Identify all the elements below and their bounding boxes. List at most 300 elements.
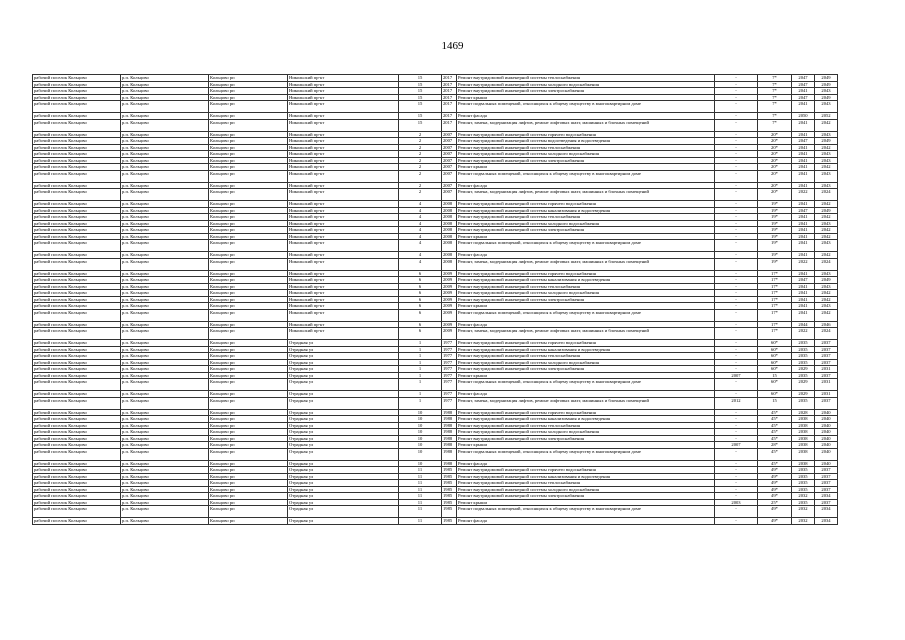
cell-work-type: Ремонт внутридомовой инженерной системы канализования и водоотведения (457, 277, 715, 284)
cell-locality: Кольцово рп (209, 518, 288, 525)
cell-house: 15 (399, 113, 442, 120)
cell-plan-to: 2040 (815, 448, 838, 460)
cell-last-repair-year: - (715, 480, 758, 487)
table-body (33, 75, 838, 525)
cell-street: Никольский пр-кт (288, 214, 399, 221)
cell-house: 2 (399, 164, 442, 171)
cell-wear-percent: 45* (758, 409, 792, 416)
cell-work-type: Ремонт внутридомовой инженерной системы электроснабжения (457, 296, 715, 303)
cell-house: 11 (399, 518, 442, 525)
cell-plan-from: 2038 (792, 460, 815, 467)
cell-plan-to: 2049 (815, 277, 838, 284)
cell-plan-to: 2037 (815, 397, 838, 409)
cell-wear-percent: 60* (758, 391, 792, 398)
cell-work-type: Ремонт внутридомовой инженерной системы электроснабжения (457, 157, 715, 164)
cell-settlement: рабочий поселок Кольцово (33, 499, 121, 506)
cell-locality: Кольцово рп (209, 448, 288, 460)
cell-settlement: рабочий поселок Кольцово (33, 170, 121, 182)
cell-wear-percent: 60* (758, 359, 792, 366)
cell-year-built: 2009 (442, 277, 457, 284)
cell-work-type: Ремонт фасада (457, 113, 715, 120)
cell-work-type: Ремонт, замена, модернизация лифтов, ремонт лифтовых шахт, машинных и блочных помещений (457, 397, 715, 409)
cell-plan-from: 2041 (792, 88, 815, 95)
cell-year-built: 2017 (442, 88, 457, 95)
cell-locality: Кольцово рп (209, 88, 288, 95)
cell-work-type: Ремонт подвальных помещений, относящихся к общему имуществу в многоквартирном доме (457, 506, 715, 518)
cell-locality: Кольцово рп (209, 429, 288, 436)
cell-last-repair-year: - (715, 409, 758, 416)
cell-year-built: 2009 (442, 270, 457, 277)
cell-house: 1 (399, 359, 442, 366)
cell-settlement: рабочий поселок Кольцово (33, 409, 121, 416)
cell-year-built: 2008 (442, 227, 457, 234)
cell-year-built: 1985 (442, 480, 457, 487)
cell-settlement: рабочий поселок Кольцово (33, 460, 121, 467)
cell-year-built: 2009 (442, 290, 457, 297)
cell-year-built: 1977 (442, 379, 457, 391)
cell-plan-from: 2047 (792, 138, 815, 145)
cell-plan-to: 2042 (815, 164, 838, 171)
cell-district: р.п. Кольцово (121, 144, 209, 151)
cell-work-type: Ремонт подвальных помещений, относящихся к общему имуществу в многоквартирном доме (457, 379, 715, 391)
cell-plan-to: 2052 (815, 113, 838, 120)
cell-street: Отрадная ул (288, 480, 399, 487)
cell-locality: Кольцово рп (209, 119, 288, 131)
cell-house: 4 (399, 201, 442, 208)
cell-plan-from: 2032 (792, 493, 815, 500)
cell-settlement: рабочий поселок Кольцово (33, 372, 121, 379)
cell-street: Отрадная ул (288, 448, 399, 460)
cell-last-repair-year: - (715, 366, 758, 373)
cell-last-repair-year: - (715, 214, 758, 221)
cell-last-repair-year: - (715, 467, 758, 474)
cell-locality: Кольцово рп (209, 75, 288, 82)
cell-last-repair-year: - (715, 189, 758, 201)
cell-district: р.п. Кольцово (121, 372, 209, 379)
cell-plan-to: 2040 (815, 429, 838, 436)
cell-settlement: рабочий поселок Кольцово (33, 391, 121, 398)
cell-house: 1 (399, 366, 442, 373)
cell-street: Никольский пр-кт (288, 220, 399, 227)
cell-work-type: Ремонт крыши (457, 442, 715, 449)
cell-last-repair-year: - (715, 113, 758, 120)
cell-street: Никольский пр-кт (288, 283, 399, 290)
cell-last-repair-year: - (715, 207, 758, 214)
cell-plan-from: 2041 (792, 270, 815, 277)
cell-street: Отрадная ул (288, 397, 399, 409)
cell-street: Никольский пр-кт (288, 138, 399, 145)
cell-street: Никольский пр-кт (288, 303, 399, 310)
cell-last-repair-year: - (715, 252, 758, 259)
cell-house: 15 (399, 94, 442, 101)
cell-work-type: Ремонт фасада (457, 518, 715, 525)
cell-plan-from: 2038 (792, 435, 815, 442)
cell-settlement: рабочий поселок Кольцово (33, 88, 121, 95)
cell-last-repair-year: 2003 (715, 499, 758, 506)
cell-plan-to: 2049 (815, 81, 838, 88)
cell-plan-from: 2035 (792, 340, 815, 347)
cell-work-type: Ремонт подвальных помещений, относящихся к общему имуществу в многоквартирном доме (457, 240, 715, 252)
cell-work-type: Ремонт внутридомовой инженерной системы горячего водоснабжения (457, 270, 715, 277)
cell-wear-percent: 20* (758, 151, 792, 158)
cell-wear-percent: 60* (758, 366, 792, 373)
cell-district: р.п. Кольцово (121, 442, 209, 449)
cell-street: Отрадная ул (288, 429, 399, 436)
cell-locality: Кольцово рп (209, 416, 288, 423)
cell-street: Отрадная ул (288, 340, 399, 347)
cell-district: р.п. Кольцово (121, 201, 209, 208)
cell-wear-percent: 20* (758, 182, 792, 189)
cell-district: р.п. Кольцово (121, 170, 209, 182)
cell-locality: Кольцово рп (209, 442, 288, 449)
cell-plan-from: 2032 (792, 506, 815, 518)
cell-plan-to: 2043 (815, 88, 838, 95)
cell-work-type: Ремонт внутридомовой инженерной системы канализования и водоотведения (457, 416, 715, 423)
cell-plan-to: 2042 (815, 233, 838, 240)
cell-plan-from: 2047 (792, 94, 815, 101)
cell-year-built: 1985 (442, 499, 457, 506)
cell-plan-to: 2037 (815, 359, 838, 366)
cell-plan-from: 2041 (792, 164, 815, 171)
cell-wear-percent: 19* (758, 233, 792, 240)
cell-settlement: рабочий поселок Кольцово (33, 220, 121, 227)
cell-street: Никольский пр-кт (288, 309, 399, 321)
cell-plan-to: 2043 (815, 131, 838, 138)
cell-year-built: 2008 (442, 207, 457, 214)
cell-settlement: рабочий поселок Кольцово (33, 309, 121, 321)
cell-house: 11 (399, 480, 442, 487)
cell-plan-to: 2037 (815, 486, 838, 493)
cell-plan-from: 2041 (792, 170, 815, 182)
cell-settlement: рабочий поселок Кольцово (33, 214, 121, 221)
cell-work-type: Ремонт крыши (457, 303, 715, 310)
cell-plan-from: 2050 (792, 113, 815, 120)
cell-locality: Кольцово рп (209, 207, 288, 214)
cell-house: 1 (399, 346, 442, 353)
cell-locality: Кольцово рп (209, 270, 288, 277)
cell-street: Никольский пр-кт (288, 151, 399, 158)
cell-locality: Кольцово рп (209, 359, 288, 366)
cell-settlement: рабочий поселок Кольцово (33, 321, 121, 328)
cell-wear-percent: 49* (758, 506, 792, 518)
cell-last-repair-year: - (715, 138, 758, 145)
cell-wear-percent: 45* (758, 448, 792, 460)
cell-plan-to: 2037 (815, 353, 838, 360)
cell-wear-percent: 20* (758, 164, 792, 171)
cell-settlement: рабочий поселок Кольцово (33, 151, 121, 158)
cell-work-type: Ремонт крыши (457, 164, 715, 171)
cell-house: 11 (399, 467, 442, 474)
cell-plan-from: 2038 (792, 448, 815, 460)
cell-house: 15 (399, 88, 442, 95)
cell-house: 11 (399, 499, 442, 506)
cell-plan-to: 2031 (815, 379, 838, 391)
cell-house: 1 (399, 379, 442, 391)
cell-plan-from: 2035 (792, 467, 815, 474)
cell-settlement: рабочий поселок Кольцово (33, 467, 121, 474)
cell-street: Отрадная ул (288, 422, 399, 429)
cell-plan-from: 2047 (792, 207, 815, 214)
cell-wear-percent: 60* (758, 340, 792, 347)
cell-locality: Кольцово рп (209, 397, 288, 409)
cell-settlement: рабочий поселок Кольцово (33, 283, 121, 290)
cell-plan-to: 2040 (815, 442, 838, 449)
cell-plan-to: 2034 (815, 518, 838, 525)
cell-year-built: 1977 (442, 366, 457, 373)
cell-plan-to: 2043 (815, 182, 838, 189)
cell-plan-from: 2029 (792, 379, 815, 391)
cell-district: р.п. Кольцово (121, 480, 209, 487)
cell-wear-percent: 19* (758, 227, 792, 234)
cell-last-repair-year: - (715, 88, 758, 95)
cell-locality: Кольцово рп (209, 94, 288, 101)
cell-plan-to: 2049 (815, 138, 838, 145)
cell-wear-percent: 45* (758, 416, 792, 423)
cell-plan-to: 2049 (815, 207, 838, 214)
cell-year-built: 2008 (442, 240, 457, 252)
cell-street: Отрадная ул (288, 435, 399, 442)
cell-house: 2 (399, 182, 442, 189)
cell-house: 1 (399, 340, 442, 347)
cell-wear-percent: 20* (758, 189, 792, 201)
cell-plan-to: 2024 (815, 189, 838, 201)
cell-year-built: 1988 (442, 422, 457, 429)
cell-settlement: рабочий поселок Кольцово (33, 101, 121, 113)
cell-house: 11 (399, 506, 442, 518)
cell-work-type: Ремонт внутридомовой инженерной системы канализования и водоотведения (457, 346, 715, 353)
table-row (33, 170, 838, 182)
cell-house: 4 (399, 214, 442, 221)
cell-work-type: Ремонт внутридомовой инженерной системы канализования и водоотведения (457, 207, 715, 214)
cell-work-type: Ремонт внутридомовой инженерной системы электроснабжения (457, 435, 715, 442)
cell-plan-from: 2022 (792, 189, 815, 201)
cell-plan-to: 2037 (815, 467, 838, 474)
cell-district: р.п. Кольцово (121, 506, 209, 518)
cell-work-type: Ремонт внутридомовой инженерной системы горячего водоснабжения (457, 201, 715, 208)
cell-plan-to: 2024 (815, 328, 838, 340)
cell-work-type: Ремонт крыши (457, 499, 715, 506)
cell-work-type: Ремонт внутридомовой инженерной системы электроснабжения (457, 227, 715, 234)
cell-house: 15 (399, 75, 442, 82)
cell-wear-percent: 49* (758, 493, 792, 500)
cell-settlement: рабочий поселок Кольцово (33, 340, 121, 347)
cell-locality: Кольцово рп (209, 164, 288, 171)
cell-plan-to: 2042 (815, 252, 838, 259)
cell-wear-percent: 7* (758, 101, 792, 113)
cell-plan-from: 2038 (792, 429, 815, 436)
cell-last-repair-year: - (715, 379, 758, 391)
cell-year-built: 2017 (442, 81, 457, 88)
cell-last-repair-year: - (715, 493, 758, 500)
cell-plan-to: 2042 (815, 296, 838, 303)
cell-house: 1 (399, 372, 442, 379)
cell-year-built: 2009 (442, 321, 457, 328)
cell-settlement: рабочий поселок Кольцово (33, 379, 121, 391)
cell-district: р.п. Кольцово (121, 157, 209, 164)
cell-locality: Кольцово рп (209, 227, 288, 234)
cell-street: Никольский пр-кт (288, 170, 399, 182)
cell-last-repair-year: - (715, 119, 758, 131)
cell-district: р.п. Кольцово (121, 328, 209, 340)
cell-last-repair-year: - (715, 240, 758, 252)
cell-wear-percent: 45* (758, 435, 792, 442)
cell-wear-percent: 49* (758, 486, 792, 493)
cell-work-type: Ремонт подвальных помещений, относящихся к общему имуществу в многоквартирном доме (457, 170, 715, 182)
cell-work-type: Ремонт фасада (457, 321, 715, 328)
cell-house: 2 (399, 170, 442, 182)
cell-plan-from: 2044 (792, 321, 815, 328)
cell-work-type: Ремонт крыши (457, 233, 715, 240)
cell-locality: Кольцово рп (209, 486, 288, 493)
cell-plan-from: 2041 (792, 220, 815, 227)
cell-last-repair-year: 2012 (715, 397, 758, 409)
cell-locality: Кольцово рп (209, 346, 288, 353)
cell-work-type: Ремонт внутридомовой инженерной системы электроснабжения (457, 88, 715, 95)
cell-house: 4 (399, 258, 442, 270)
cell-house: 10 (399, 422, 442, 429)
cell-locality: Кольцово рп (209, 113, 288, 120)
cell-year-built: 1985 (442, 486, 457, 493)
cell-year-built: 2007 (442, 151, 457, 158)
cell-plan-to: 2040 (815, 409, 838, 416)
cell-last-repair-year: - (715, 151, 758, 158)
cell-plan-from: 2035 (792, 353, 815, 360)
cell-house: 10 (399, 435, 442, 442)
cell-district: р.п. Кольцово (121, 138, 209, 145)
table-row (33, 518, 838, 525)
cell-wear-percent: 60* (758, 353, 792, 360)
cell-year-built: 1977 (442, 372, 457, 379)
cell-last-repair-year: - (715, 359, 758, 366)
cell-plan-from: 2029 (792, 366, 815, 373)
cell-street: Никольский пр-кт (288, 144, 399, 151)
cell-street: Никольский пр-кт (288, 113, 399, 120)
cell-locality: Кольцово рп (209, 214, 288, 221)
cell-district: р.п. Кольцово (121, 94, 209, 101)
cell-wear-percent: 17* (758, 290, 792, 297)
cell-wear-percent: 19* (758, 201, 792, 208)
cell-locality: Кольцово рп (209, 170, 288, 182)
cell-plan-from: 2035 (792, 473, 815, 480)
cell-settlement: рабочий поселок Кольцово (33, 290, 121, 297)
cell-settlement: рабочий поселок Кольцово (33, 328, 121, 340)
cell-settlement: рабочий поселок Кольцово (33, 252, 121, 259)
cell-wear-percent: 17* (758, 303, 792, 310)
cell-plan-to: 2037 (815, 480, 838, 487)
cell-district: р.п. Кольцово (121, 270, 209, 277)
cell-settlement: рабочий поселок Кольцово (33, 144, 121, 151)
cell-house: 6 (399, 277, 442, 284)
cell-work-type: Ремонт фасада (457, 252, 715, 259)
cell-last-repair-year: - (715, 75, 758, 82)
cell-district: р.п. Кольцово (121, 214, 209, 221)
cell-wear-percent: 60* (758, 346, 792, 353)
cell-year-built: 2017 (442, 94, 457, 101)
cell-plan-from: 2041 (792, 290, 815, 297)
cell-wear-percent: 17* (758, 270, 792, 277)
cell-street: Никольский пр-кт (288, 270, 399, 277)
cell-plan-to: 2031 (815, 366, 838, 373)
cell-wear-percent: 20* (758, 138, 792, 145)
cell-plan-from: 2041 (792, 201, 815, 208)
cell-year-built: 2009 (442, 303, 457, 310)
table-row (33, 397, 838, 409)
cell-work-type: Ремонт внутридомовой инженерной системы холодного водоснабжения (457, 81, 715, 88)
cell-year-built: 2008 (442, 258, 457, 270)
cell-locality: Кольцово рп (209, 233, 288, 240)
cell-district: р.п. Кольцово (121, 258, 209, 270)
cell-year-built: 2017 (442, 101, 457, 113)
table-row (33, 258, 838, 270)
cell-last-repair-year: - (715, 296, 758, 303)
cell-plan-to: 2024 (815, 258, 838, 270)
cell-house: 10 (399, 442, 442, 449)
cell-plan-to: 2040 (815, 460, 838, 467)
cell-locality: Кольцово рп (209, 144, 288, 151)
cell-street: Никольский пр-кт (288, 296, 399, 303)
cell-street: Никольский пр-кт (288, 182, 399, 189)
table-row (33, 101, 838, 113)
cell-work-type: Ремонт внутридомовой инженерной системы горячего водоснабжения (457, 409, 715, 416)
cell-plan-from: 2041 (792, 309, 815, 321)
cell-district: р.п. Кольцово (121, 101, 209, 113)
cell-plan-to: 2040 (815, 435, 838, 442)
cell-wear-percent: 15 (758, 397, 792, 409)
cell-locality: Кольцово рп (209, 366, 288, 373)
cell-plan-to: 2043 (815, 303, 838, 310)
cell-district: р.п. Кольцово (121, 346, 209, 353)
cell-work-type: Ремонт внутридомовой инженерной системы канализования и водоотведения (457, 473, 715, 480)
cell-street: Отрадная ул (288, 372, 399, 379)
cell-work-type: Ремонт внутридомовой инженерной системы теплоснабжения (457, 353, 715, 360)
cell-plan-from: 2041 (792, 157, 815, 164)
cell-house: 15 (399, 101, 442, 113)
page-number: 1469 (441, 40, 464, 52)
cell-settlement: рабочий поселок Кольцово (33, 486, 121, 493)
cell-house: 2 (399, 151, 442, 158)
cell-work-type: Ремонт внутридомовой инженерной системы холодного водоснабжения (457, 151, 715, 158)
cell-plan-from: 2041 (792, 240, 815, 252)
cell-last-repair-year: - (715, 233, 758, 240)
cell-street: Отрадная ул (288, 493, 399, 500)
cell-plan-from: 2038 (792, 416, 815, 423)
cell-house: 1 (399, 397, 442, 409)
cell-work-type: Ремонт фасада (457, 182, 715, 189)
cell-year-built: 1977 (442, 391, 457, 398)
cell-year-built: 2008 (442, 214, 457, 221)
cell-work-type: Ремонт внутридомовой инженерной системы электроснабжения (457, 493, 715, 500)
cell-last-repair-year: - (715, 518, 758, 525)
cell-street: Никольский пр-кт (288, 94, 399, 101)
cell-settlement: рабочий поселок Кольцово (33, 201, 121, 208)
cell-year-built: 2007 (442, 138, 457, 145)
cell-work-type: Ремонт внутридомовой инженерной системы теплоснабжения (457, 214, 715, 221)
cell-year-built: 1985 (442, 493, 457, 500)
cell-district: р.п. Кольцово (121, 182, 209, 189)
cell-locality: Кольцово рп (209, 157, 288, 164)
cell-year-built: 2008 (442, 201, 457, 208)
cell-wear-percent: 17* (758, 309, 792, 321)
cell-plan-from: 2041 (792, 131, 815, 138)
cell-street: Отрадная ул (288, 499, 399, 506)
cell-plan-to: 2042 (815, 119, 838, 131)
cell-street: Никольский пр-кт (288, 252, 399, 259)
cell-district: р.п. Кольцово (121, 397, 209, 409)
cell-plan-to: 2043 (815, 157, 838, 164)
cell-work-type: Ремонт внутридомовой инженерной системы холодного водоснабжения (457, 486, 715, 493)
cell-plan-to: 2037 (815, 473, 838, 480)
cell-district: р.п. Кольцово (121, 467, 209, 474)
